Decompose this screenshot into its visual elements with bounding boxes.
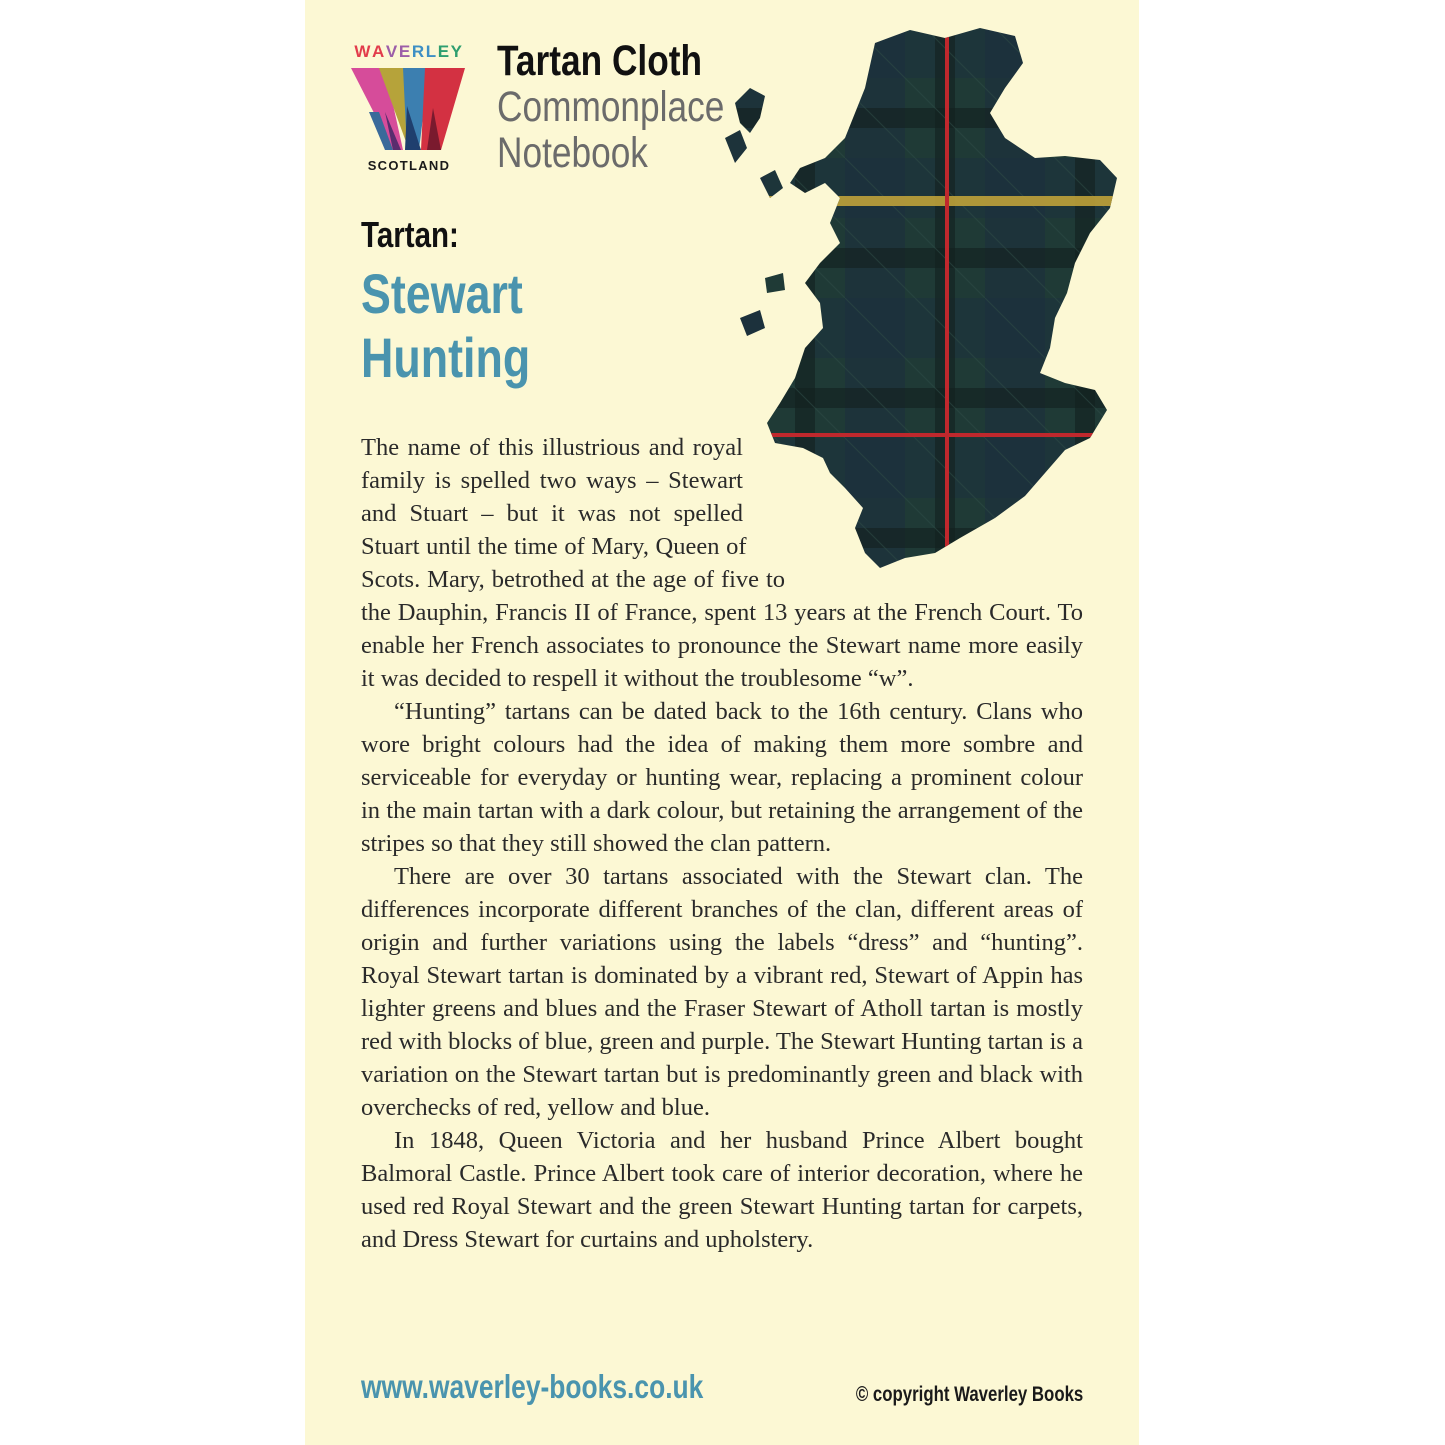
brand-name-top [349, 42, 469, 62]
brand-letter: L [425, 42, 438, 61]
tartan-name-line-1: Stewart [361, 262, 523, 325]
copyright-notice: © copyright Waverley Books [855, 1383, 1083, 1406]
map-text-wrap-spacer [743, 431, 1083, 591]
brand-letter: A [372, 42, 386, 61]
brand-letter: E [437, 42, 451, 61]
tartan-name-line-2: Hunting [361, 326, 531, 389]
brand-letter: E [398, 42, 412, 61]
book-title [497, 38, 724, 176]
brand-letter: R [411, 42, 426, 61]
title-line-2: Commonplace [497, 83, 725, 131]
brand-letter: W [354, 42, 373, 61]
notebook-page [305, 0, 1139, 1445]
paragraph-2: “Hunting” tartans can be dated back to the 16th century. Clans who wore bright colours had the idea of making them more sombre and serviceable for everyday or hunting wear, replacing a prominent colour in the main tartan with a dark colour, but retaining the arrangement of the stripes so that they still showed the clan pattern. [361, 698, 1083, 857]
tartan-label: Tartan: [361, 214, 459, 255]
waverley-logo [349, 42, 471, 177]
paragraph-4: In 1848, Queen Victoria and her husband Prince Albert bought Balmoral Castle. Prince Albert took care of interior decoration, where he used red Royal Stewart and the green Stewart Hunting tartan for carpets, and Dress Stewart for curtains and upholstery. [361, 1127, 1083, 1253]
brand-name-bottom: SCOTLAND [367, 158, 451, 173]
title-line-3: Notebook [497, 129, 648, 177]
tartan-name [361, 262, 530, 390]
brand-letter: V [385, 42, 399, 61]
body-text [361, 431, 1083, 1256]
brand-letter: Y [450, 42, 464, 61]
paragraph-3: There are over 30 tartans associated with the Stewart clan. The differences incorporate different branches of the clan, different areas of origin and further variations using the labels “dress” and “hunting”. Royal Stewart tartan is dominated by a vibrant red, Stewart of Appin has lighter greens and blues and the Fraser Stewart of Atholl tartan is mostly red with blocks of blue, green and purple. The Stewart Hunting tartan is a variation on the Stewart tartan but is predominantly green and black with overchecks of red, yellow and blue. [361, 863, 1083, 1121]
paragraph-1: The name of this illustrious and royal family is spelled two ways – Stewart and Stuart – but it was not spelled Stuart until the time of Mary, Queen of Scots. Mary, betrothed at the age of five to the Dauphin, Francis II of France, spent 13 years at the French Court. To enable her French associates to pronounce the Stewart name more easily it was decided to respell it without the troublesome “w”. [361, 434, 1083, 692]
website-link[interactable]: www.waverley-books.co.uk [361, 1368, 704, 1405]
title-line-1: Tartan Cloth [497, 37, 703, 85]
